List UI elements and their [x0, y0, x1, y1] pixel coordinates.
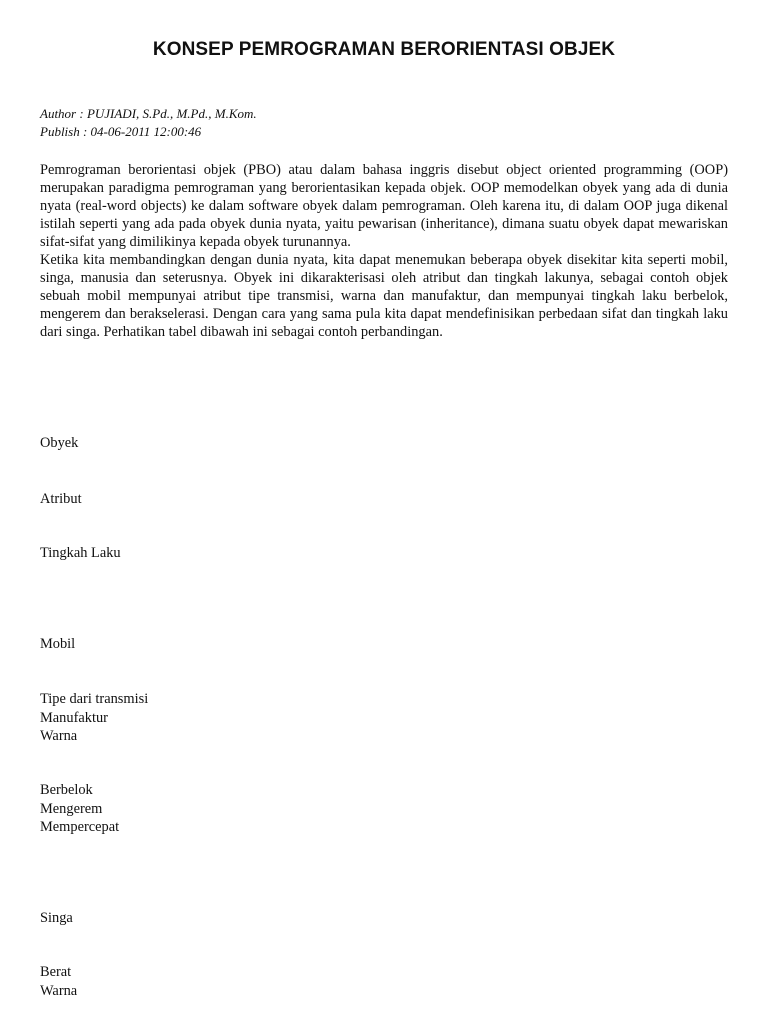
table-row-singa-atribut [40, 963, 340, 1000]
table-row-singa-name [40, 909, 340, 928]
list-item: Mengerem [40, 800, 103, 817]
table-header-tingkah-laku [40, 544, 340, 563]
list-item: Berat [40, 964, 72, 980]
list-item: Mempercepat [40, 819, 120, 835]
body-text [40, 161, 728, 341]
table-cell-text: Mobil [40, 636, 76, 652]
table-cell-text: Tingkah Laku [40, 545, 121, 561]
author-line: Author : PUJIADI, S.Pd., M.Pd., M.Kom. [40, 106, 257, 121]
table-cell-text: Singa [40, 910, 73, 926]
table-header-atribut [40, 490, 340, 509]
table-row-mobil-atribut [40, 690, 340, 746]
paragraph-comparison: Ketika kita membandingkan dengan dunia nyata, kita dapat menemukan beberapa obyek disekitar kita seperti mobil, singa, manusia dan seterusnya. Obyek ini dikarakterisasi oleh atribut dan tingkah lakunya, sebagai contoh objek sebuah mobil mempunyai atribut tipe transmisi, warna dan manufaktur, dan mempunyai tingkah laku berbelok, mengerem dan berakselerasi. Dengan cara yang sama pula kita dapat mendefinisikan perbedaan sifat dan tingkah laku dari singa. Perhatikan tabel dibawah ini sebagai contoh perbandingan. [40, 252, 728, 340]
table-cell-text: Atribut [40, 491, 82, 507]
table-row-mobil-tingkah-laku [40, 781, 340, 837]
publish-date: Publish : 04-06-2011 12:00:46 [40, 124, 202, 139]
document-title: KONSEP PEMROGRAMAN BERORIENTASI OBJEK [152, 39, 616, 60]
list-item: Manufaktur [40, 709, 108, 726]
table-header-obyek [40, 434, 340, 453]
list-item: Warna [40, 982, 78, 999]
list-item: Tipe dari transmisi [40, 691, 149, 707]
paragraph-intro: Pemrograman berorientasi objek (PBO) atau dalam bahasa inggris disebut object oriented programming (OOP) merupakan paradigma pemrograman yang berorientasikan kepada objek. OOP memodelkan obyek yang ada di dunia nyata (real-word objects) ke dalam software obyek dalam pemrograman. Oleh karena itu, di dalam OOP juga dikenal istilah seperti yang ada pada obyek dunia nyata, yaitu pewarisan (inheritance), dimana suatu obyek dapat mewariskan sifat-sifat yang dimilikinya kepada obyek turunannya. [40, 162, 728, 250]
table-row-mobil-name [40, 635, 340, 654]
list-item: Warna [40, 728, 78, 744]
list-item: Berbelok [40, 782, 93, 798]
table-cell-text: Obyek [40, 435, 79, 451]
